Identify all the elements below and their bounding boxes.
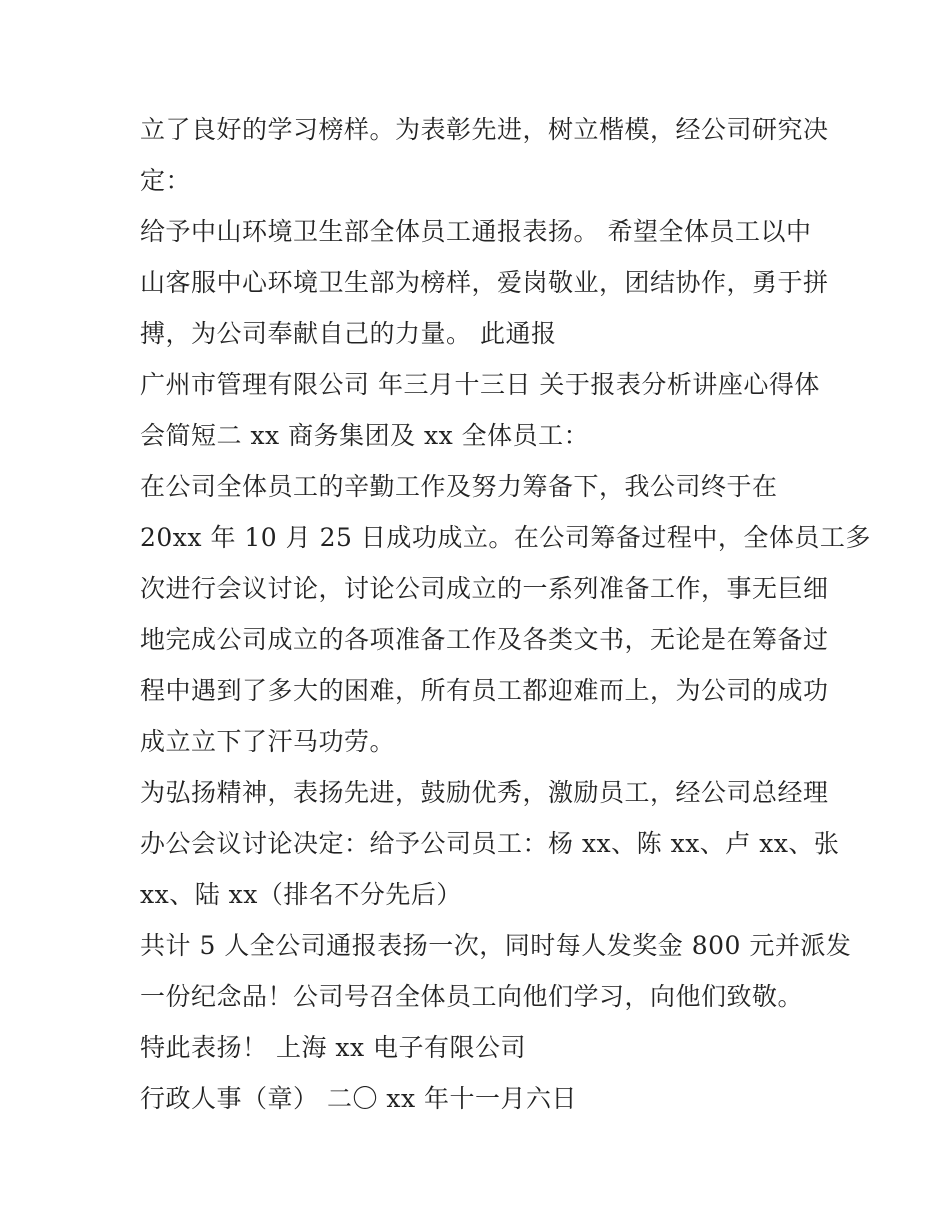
text-line: xx、陆 xx（排名不分先后） <box>140 880 462 909</box>
document-body <box>140 104 871 1124</box>
text-line: 办公会议讨论决定：给予公司员工：杨 xx、陈 xx、卢 xx、张 <box>140 829 840 858</box>
text-line: 定： <box>140 166 192 195</box>
text-line: 立了良好的学习榜样。为表彰先进，树立楷模，经公司研究决 <box>140 115 829 144</box>
text-line: 广州市管理有限公司 年三月十三日 关于报表分析讲座心得体 <box>140 370 820 399</box>
text-line: 会简短二 xx 商务集团及 xx 全体员工： <box>140 421 590 450</box>
text-line: 共计 5 人全公司通报表扬一次，同时每人发奖金 800 元并派发 <box>140 931 852 960</box>
text-line: 地完成公司成立的各项准备工作及各类文书，无论是在筹备过 <box>140 625 829 654</box>
text-line: 为弘扬精神，表扬先进，鼓励优秀，激励员工，经公司总经理 <box>140 778 829 807</box>
text-line: 给予中山环境卫生部全体员工通报表扬。 希望全体员工以中 <box>140 217 812 246</box>
text-line: 搏，为公司奉献自己的力量。 此通报 <box>140 319 557 348</box>
text-line: 山客服中心环境卫生部为榜样，爱岗敬业，团结协作，勇于拼 <box>140 268 829 297</box>
text-line: 次进行会议讨论，讨论公司成立的一系列准备工作，事无巨细 <box>140 574 829 603</box>
text-line: 一份纪念品！公司号召全体员工向他们学习，向他们致敬。 <box>140 982 804 1011</box>
text-line: 程中遇到了多大的困难，所有员工都迎难而上，为公司的成功 <box>140 676 829 705</box>
text-line: 行政人事（章） 二〇 xx 年十一月六日 <box>140 1084 578 1113</box>
text-line: 在公司全体员工的辛勤工作及努力筹备下，我公司终于在 <box>140 472 778 501</box>
text-line: 成立立下了汗马功劳。 <box>140 727 396 756</box>
text-line: 特此表扬！ 上海 xx 电子有限公司 <box>140 1033 527 1062</box>
text-line: 20xx 年 10 月 25 日成功成立。在公司筹备过程中，全体员工多 <box>140 523 871 552</box>
